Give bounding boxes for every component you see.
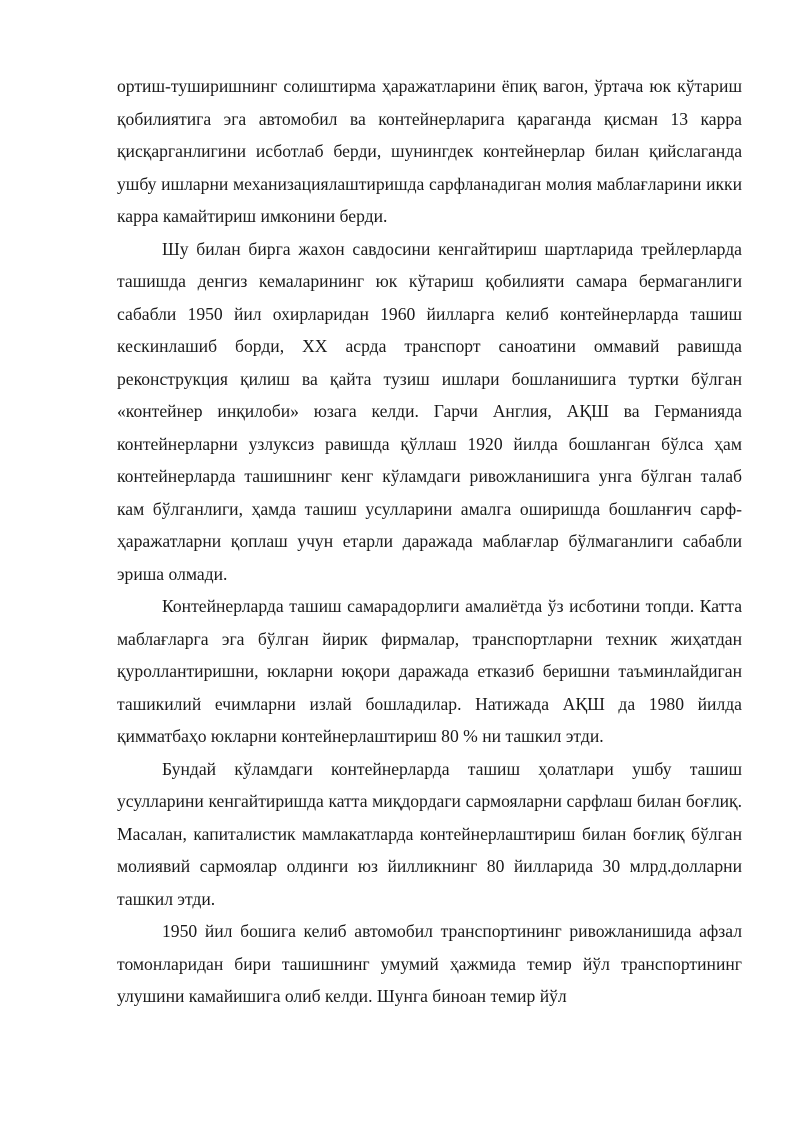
paragraph: Бундай кўламдаги контейнерларда ташиш ҳолатлари ушбу ташиш усулларини кенгайтиришда катта миқдордаги сармояларни сарфлаш билан боғлиқ. Масалан, капиталистик мамлакатларда контейнерлаштириш билан боғлиқ бўлган молиявий сармоялар олдинги юз йилликнинг 80 йилларида 30 млрд.долларни ташкил этди.: [117, 758, 742, 909]
paragraph: ортиш-туширишнинг солиштирма ҳаражатларини ёпиқ вагон, ўртача юк кўтариш қобилиятига эга автомобил ва контейнерларига қараганда қисман 13 карра қисқарганлигини исботлаб берди, шунингдек контейнерлар билан қийслаганда ушбу ишларни механизациялаштиришда сарфланадиган молия маблағларини икки карра камайтириш имконини берди.: [117, 76, 742, 226]
paragraph: Контейнерларда ташиш самарадорлиги амалиётда ўз исботини топди. Катта маблағларга эга бўлган йирик фирмалар, транспортларни техник жиҳатдан қуроллантиришни, юкларни юқори даражада етказиб беришни таъминлайдиган ташикилий ечимларни излай бошладилар. Натижада АҚШ да 1980 йилда қимматбаҳо юкларни контейнерлаштириш 80 % ни ташкил этди.: [117, 596, 742, 746]
paragraph: 1950 йил бошига келиб автомобил транспортининг ривожланишида афзал томонларидан бири ташишнинг умумий ҳажмида темир йўл транспортининг улушини камайишига олиб келди. Шунга биноан темир йўл: [117, 921, 742, 1006]
paragraph: Шу билан бирга жахон савдосини кенгайтириш шартларида трейлерларда ташишда денгиз кемаларининг юк кўтариш қобилияти самара бермаганлиги сабабли 1950 йил охирларидан 1960 йилларга келиб контейнерларда ташиш кескинлашиб борди, XX асрда транспорт саноатини оммавий равишда реконструкция қилиш ва қайта тузиш ишлари бошланишига туртки бўлган «контейнер инқилоби» юзага келди. Гарчи Англия, АҚШ ва Германияда контейнерларни узлуксиз равишда қўллаш 1920 йилда бошланган бўлса ҳам контейнерларда ташишнинг кенг кўламдаги ривожланишига унга бўлган талаб кам бўлганлиги, ҳамда ташиш усулларини амалга оширишда бошланғич сарф-ҳаражатларни қоплаш учун етарли даражада маблағлар бўлмаганлиги сабабли эриша олмади.: [117, 238, 742, 584]
document-body: [117, 70, 742, 1013]
